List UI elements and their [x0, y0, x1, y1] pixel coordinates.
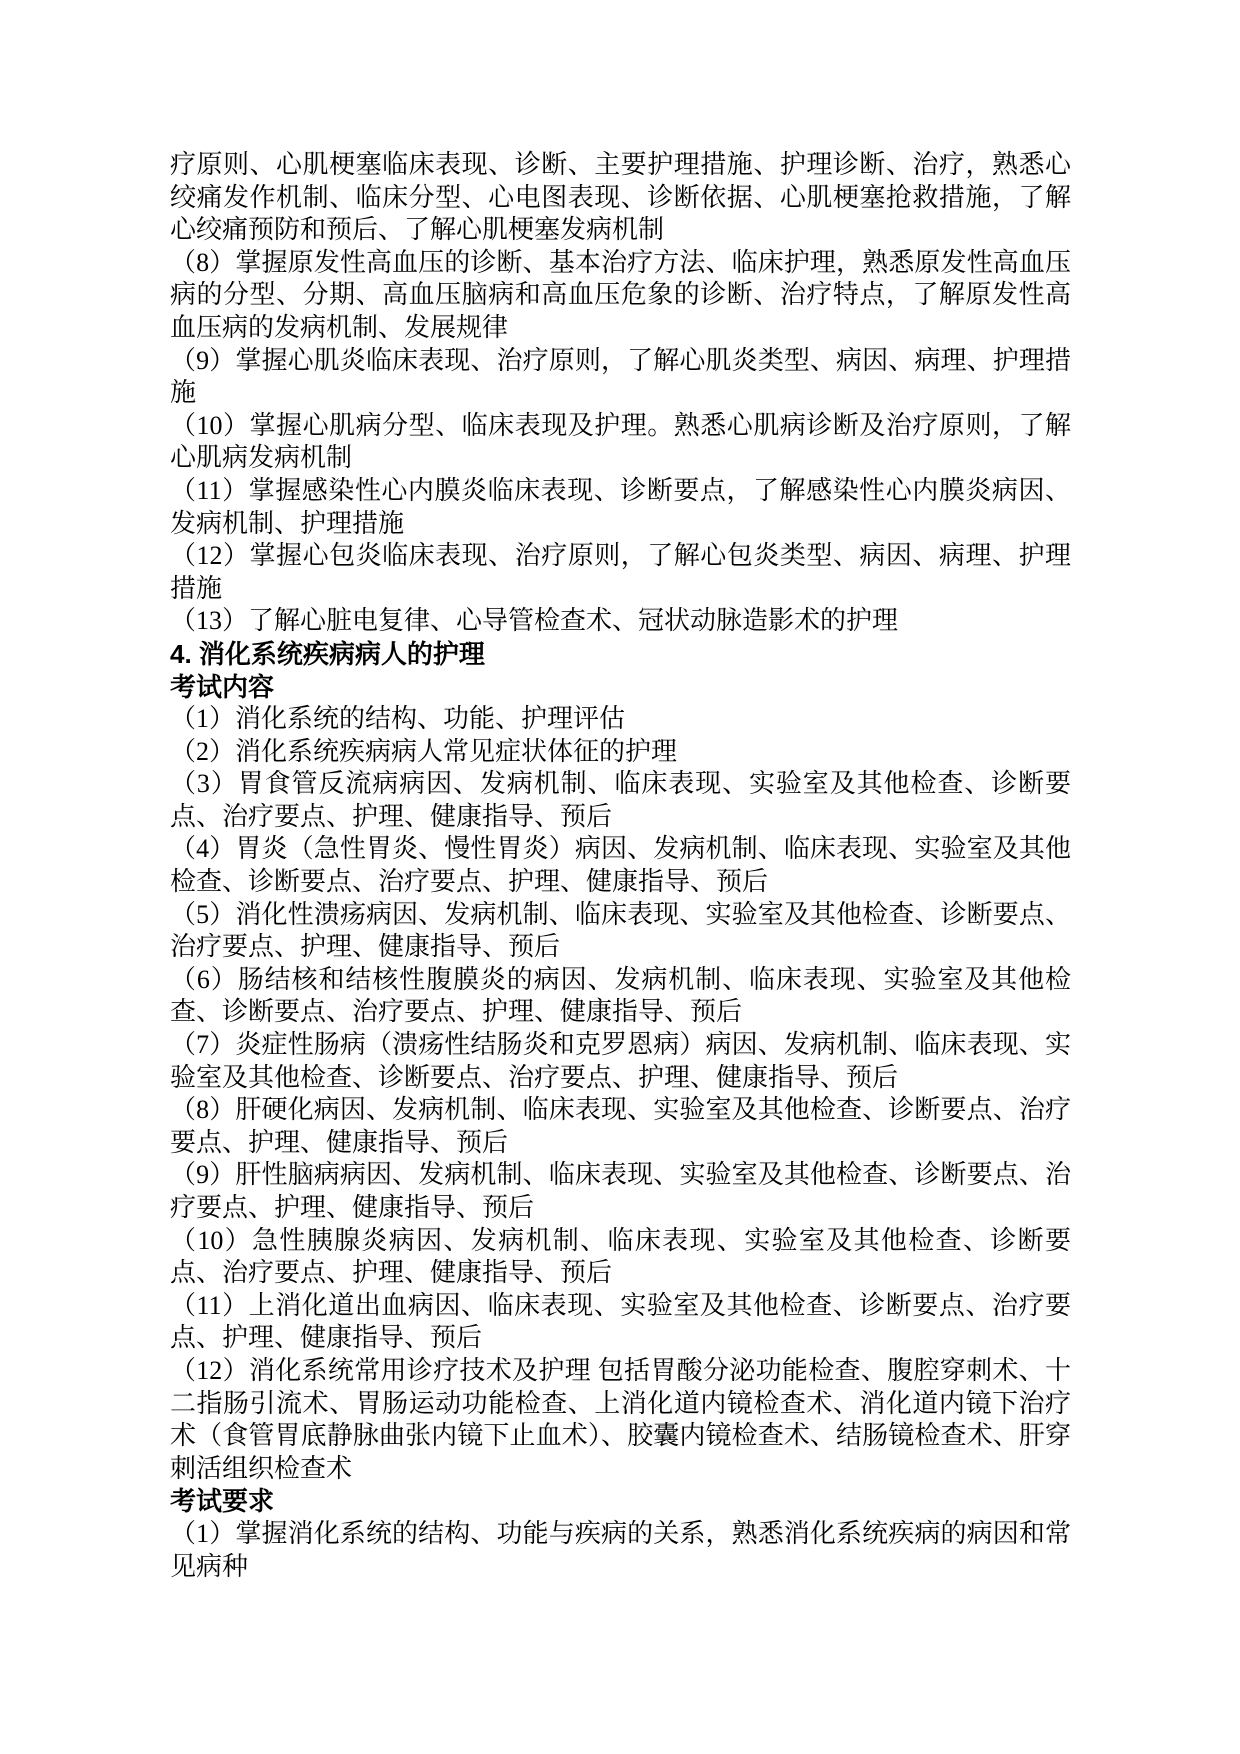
paragraph: （12）掌握心包炎临床表现、治疗原则，了解心包炎类型、病因、病理、护理措施 [170, 541, 1071, 603]
paragraph: （11）上消化道出血病因、临床表现、实验室及其他检查、诊断要点、治疗要点、护理、健康指导、预后 [170, 1290, 1071, 1353]
section-heading: 考试要求 [170, 1486, 275, 1517]
paragraph: （8）肝硬化病因、发病机制、临床表现、实验室及其他检查、诊断要点、治疗要点、护理、健康指导、预后 [170, 1095, 1071, 1157]
paragraph: （5）消化性溃疡病因、发病机制、临床表现、实验室及其他检查、诊断要点、治疗要点、护理、健康指导、预后 [170, 899, 1071, 962]
paragraph: （11）掌握感染性心内膜炎临床表现、诊断要点，了解感染性心内膜炎病因、发病机制、护理措施 [170, 475, 1071, 538]
paragraph: （10）急性胰腺炎病因、发病机制、临床表现、实验室及其他检查、诊断要点、治疗要点、护理、健康指导、预后 [170, 1225, 1071, 1288]
paragraph: （6）肠结核和结核性腹膜炎的病因、发病机制、临床表现、实验室及其他检查、诊断要点、治疗要点、护理、健康指导、预后 [170, 964, 1071, 1027]
paragraph: 疗原则、心肌梗塞临床表现、诊断、主要护理措施、护理诊断、治疗，熟悉心绞痛发作机制、临床分型、心电图表现、诊断依据、心肌梗塞抢救措施，了解心绞痛预防和预后、了解心肌梗塞发病机制 [170, 150, 1071, 245]
paragraph: （8）掌握原发性高血压的诊断、基本治疗方法、临床护理，熟悉原发性高血压病的分型、分期、高血压脑病和高血压危象的诊断、治疗特点，了解原发性高血压病的发病机制、发展规律 [170, 247, 1071, 342]
paragraph: （9）肝性脑病病因、发病机制、临床表现、实验室及其他检查、诊断要点、治疗要点、护理、健康指导、预后 [170, 1160, 1071, 1222]
paragraph: （1）掌握消化系统的结构、功能与疾病的关系，熟悉消化系统疾病的病因和常见病种 [170, 1518, 1071, 1581]
document-body [170, 149, 1071, 1583]
paragraph: （2）消化系统疾病病人常见症状体征的护理 [170, 736, 678, 766]
paragraph: （13）了解心脏电复律、心导管检查术、冠状动脉造影术的护理 [170, 606, 899, 636]
paragraph: （4）胃炎（急性胃炎、慢性胃炎）病因、发病机制、临床表现、实验室及其他检查、诊断要点、治疗要点、护理、健康指导、预后 [170, 834, 1071, 897]
paragraph: （7）炎症性肠病（溃疡性结肠炎和克罗恩病）病因、发病机制、临床表现、实验室及其他检查、诊断要点、治疗要点、护理、健康指导、预后 [170, 1030, 1071, 1092]
paragraph: （10）掌握心肌病分型、临床表现及护理。熟悉心肌病诊断及治疗原则，了解心肌病发病机制 [170, 410, 1071, 473]
paragraph: （9）掌握心肌炎临床表现、治疗原则，了解心肌炎类型、病因、病理、护理措施 [170, 345, 1071, 408]
paragraph: （3）胃食管反流病病因、发病机制、临床表现、实验室及其他检查、诊断要点、治疗要点、护理、健康指导、预后 [170, 769, 1071, 831]
section-heading: 4. 消化系统疾病病人的护理 [170, 638, 485, 669]
paragraph: （1）消化系统的结构、功能、护理评估 [170, 704, 626, 734]
section-heading: 考试内容 [170, 671, 275, 702]
paragraph: （12）消化系统常用诊疗技术及护理 包括胃酸分泌功能检查、腹腔穿刺术、十二指肠引流术、胃肠运动功能检查、上消化道内镜检查术、消化道内镜下治疗术（食管胃底静脉曲张内镜下止血术）、胶囊内镜检查术、结肠镜检查术、肝穿刺活组织检查术 [170, 1355, 1071, 1483]
